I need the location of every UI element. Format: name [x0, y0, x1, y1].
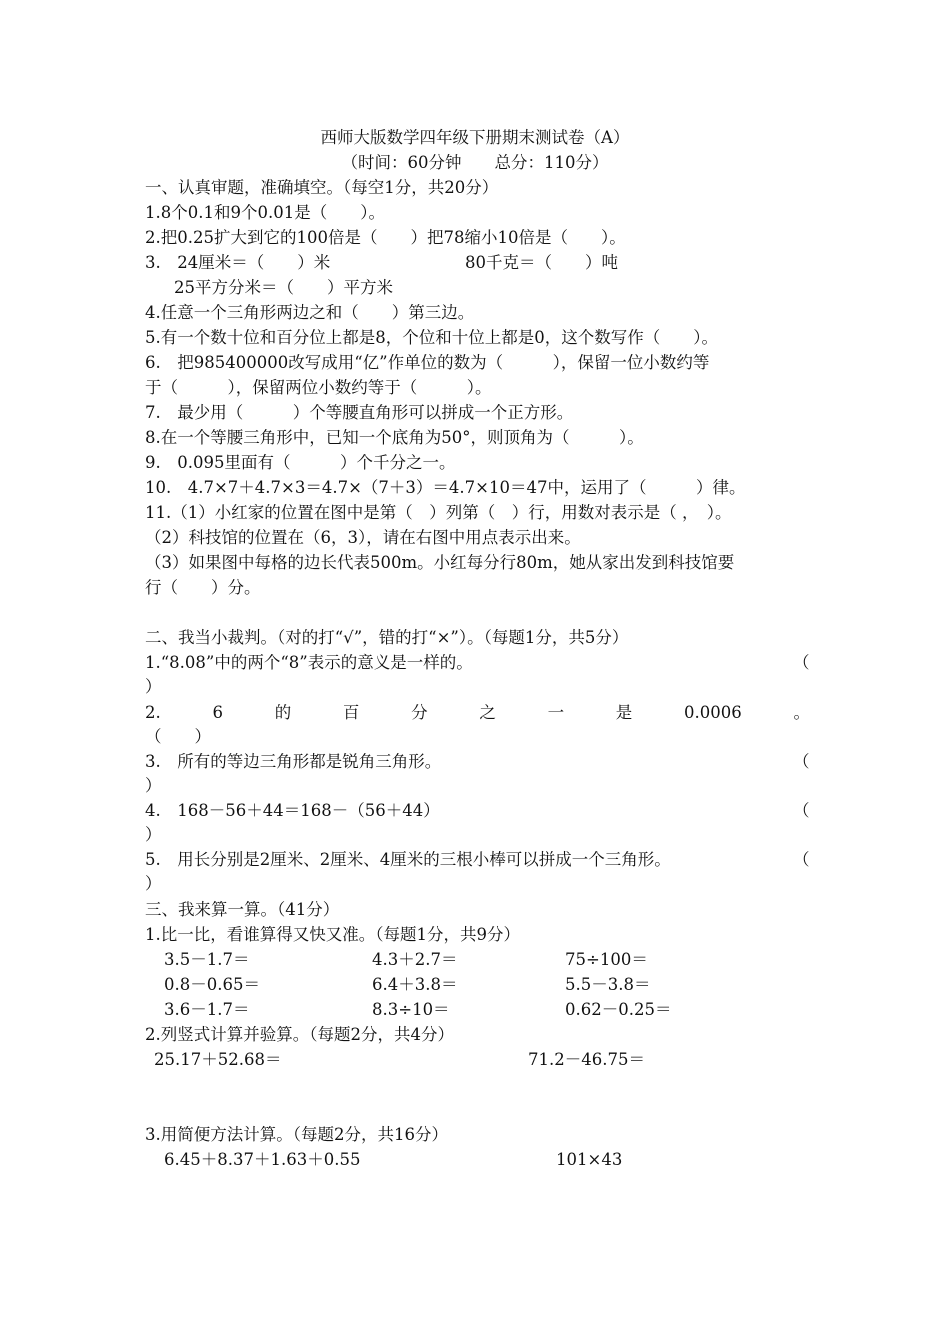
tf-answer-close-1[interactable]: ）: [145, 677, 162, 696]
q1-11-2: （2）科技馆的位置在（6，3），请在右图中用点表示出来。: [145, 528, 581, 547]
section3-heading: 三、我来算一算。（41分）: [145, 900, 340, 919]
q1-11-3b: 行（ ）分。: [145, 578, 261, 597]
calc-item: 75÷100＝: [565, 950, 648, 969]
calc-item: 5.5－3.8＝: [565, 975, 651, 994]
q1-3a: 3. 24厘米＝（ ）米: [145, 253, 331, 272]
calc-item: 3.5－1.7＝: [164, 950, 250, 969]
tf-item-2-word: 6: [212, 703, 223, 722]
q1-8: 8.在一个等腰三角形中，已知一个底角为50°，则顶角为（ ）。: [145, 428, 644, 447]
tf-item-5: 5. 用长分别是2厘米、2厘米、4厘米的三根小棒可以拼成一个三角形。: [145, 850, 671, 869]
tf-answer-2[interactable]: （ ）: [145, 727, 211, 746]
calc-item: 6.4＋3.8＝: [372, 975, 458, 994]
tf-item-2-word: 百: [342, 703, 360, 722]
q1-10: 10. 4.7×7＋4.7×3＝4.7×（7＋3）＝4.7×10＝47中，运用了（ ）律。: [145, 478, 746, 497]
q1-1: 1.8个0.1和9个0.01是（ ）。: [145, 203, 385, 222]
tf-answer-close-4[interactable]: ）: [145, 825, 162, 844]
q1-6b: 于（ ），保留两位小数约等于（ ）。: [145, 378, 492, 397]
tf-item-2-word: 一: [547, 703, 565, 722]
tf-item-2-word: 之: [479, 703, 496, 722]
tf-item-2-word: 是: [615, 703, 633, 722]
tf-item-2-word: 分: [411, 703, 428, 722]
q1-2: 2.把0.25扩大到它的100倍是（ ）把78缩小10倍是（ ）。: [145, 228, 626, 247]
tf-answer-open-5[interactable]: （: [793, 850, 810, 869]
tf-item-1: 1.“8.08”中的两个“8”表示的意义是一样的。: [145, 653, 473, 672]
simplify-calc-item: 6.45＋8.37＋1.63＋0.55: [164, 1150, 361, 1169]
calc-item: 0.8－0.65＝: [164, 975, 260, 994]
q1-11-1: 11.（1）小红家的位置在图中是第（ ）列第（ ）行，用数对表示是（ ， ）。: [145, 503, 732, 522]
tf-item-3: 3. 所有的等边三角形都是锐角三角形。: [145, 752, 442, 771]
tf-item-2-word: 0.0006: [684, 703, 742, 722]
q1-5: 5.有一个数十位和百分位上都是8，个位和十位上都是0，这个数写作（ ）。: [145, 328, 718, 347]
part2-title: 2.列竖式计算并验算。（每题2分，共4分）: [145, 1025, 454, 1044]
tf-answer-open-3[interactable]: （: [793, 752, 810, 771]
tf-answer-open-4[interactable]: （: [793, 801, 810, 820]
vertical-calc-item: 71.2－46.75＝: [528, 1050, 645, 1069]
simplify-calc-item: 101×43: [556, 1150, 623, 1169]
calc-item: 4.3＋2.7＝: [372, 950, 458, 969]
tf-answer-open-1[interactable]: （: [793, 653, 810, 672]
calc-item: 3.6－1.7＝: [164, 1000, 250, 1019]
q1-3c: 25平方分米＝（ ）平方米: [174, 278, 393, 297]
section1-heading: 一、认真审题，准确填空。（每空1分，共20分）: [145, 178, 499, 197]
tf-item-2-word: 的: [274, 703, 292, 722]
part3-title: 3.用简便方法计算。（每题2分，共16分）: [145, 1125, 448, 1144]
section2-heading: 二、我当小裁判。（对的打“√”，错的打“×”）。（每题1分，共5分）: [145, 628, 629, 647]
q1-11-3a: （3）如果图中每格的边长代表500m。小红每分行80m，她从家出发到科技馆要: [145, 553, 735, 572]
tf-answer-close-5[interactable]: ）: [145, 874, 162, 893]
tf-item-2-word: 。: [793, 703, 810, 722]
exam-info: （时间：60分钟 总分：110分）: [341, 153, 609, 172]
q1-4: 4.任意一个三角形两边之和（ ）第三边。: [145, 303, 475, 322]
tf-item-4: 4. 168－56＋44＝168－（56＋44）: [145, 801, 440, 820]
tf-answer-close-3[interactable]: ）: [145, 776, 162, 795]
calc-item: 0.62－0.25＝: [565, 1000, 672, 1019]
tf-item-2: [145, 703, 810, 723]
part1-title: 1.比一比，看谁算得又快又准。（每题1分，共9分）: [145, 925, 520, 944]
q1-6a: 6. 把985400000改写成用“亿”作单位的数为（ ），保留一位小数约等: [145, 353, 710, 372]
page-title: 西师大版数学四年级下册期末测试卷（A）: [320, 128, 630, 147]
calc-item: 8.3÷10＝: [372, 1000, 450, 1019]
tf-item-2-word: 2.: [145, 703, 161, 722]
q1-9: 9. 0.095里面有（ ）个千分之一。: [145, 453, 456, 472]
q1-7: 7. 最少用（ ）个等腰直角形可以拼成一个正方形。: [145, 403, 574, 422]
vertical-calc-item: 25.17＋52.68＝: [154, 1050, 282, 1069]
q1-3b: 80千克＝（ ）吨: [465, 253, 618, 272]
